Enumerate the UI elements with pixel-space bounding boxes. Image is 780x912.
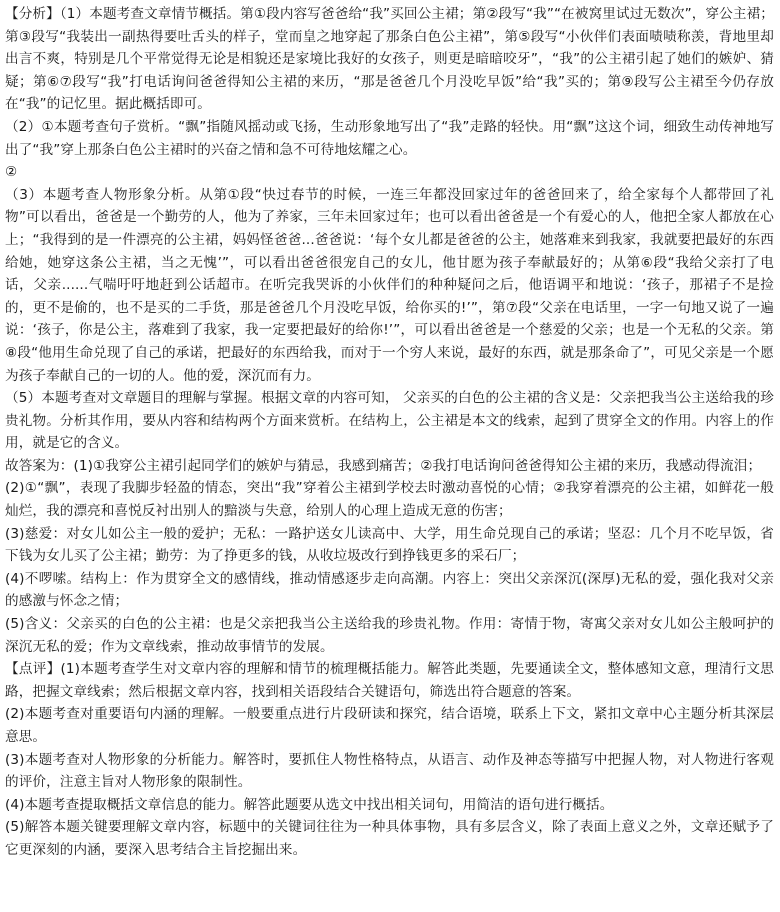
- comment-4: (4)本题考查提取概括文章信息的能力。解答此题要从选文中找出相关词句，用简洁的语句进行概括。: [5, 796, 614, 813]
- comment-2: (2)本题考查对重要语句内涵的理解。一般要重点进行片段研读和探究，结合语境，联系上下文，紧扣文章中心主题分析其深层意思。: [5, 706, 774, 745]
- analysis-paragraph-2: （2）①本题考查句子赏析。“飘”指随风摇动或飞扬，生动形象地写出了“我”走路的轻快。用“飘”这这个词，细致生动传神地写出了“我”穿上那条白色公主裙时的兴奋之情和急不可待地炫耀之心。: [5, 118, 774, 158]
- analysis-paragraph-5: （5）本题考查对文章题目的理解与掌握。根据文章的内容可知， 父亲买的白色的公主裙的含义是：父亲把我当公主送给我的珍贵礼物。分析其作用，要从内容和结构两个方面来赏析。在结构上，公主裙是本文的线索，起到了贯穿全文的作用。内容上的作用，就是它的含义。: [5, 390, 774, 452]
- answer-2: (2)①“飘”，表现了我脚步轻盈的情态，突出“我”穿着公主裙到学校去时激动喜悦的心情；②我穿着漂亮的公主裙，如鲜花一般灿烂，我的漂亮和喜悦反衬出别人的黯淡与失意，给别人的心理上造成无意的伤害；: [5, 480, 774, 520]
- analysis-paragraph-2b: ②: [5, 164, 18, 181]
- analysis-heading: 【分析】: [5, 6, 60, 22]
- comment-5: (5)解答本题关键要理解文章内容，标题中的关键词往往为一种具体事物，具有多层含义，除了表面上意义之外，文章还赋予了它更深刻的内涵，要深入思考结合主旨挖掘出来。: [5, 819, 774, 858]
- comment-3: (3)本题考查对人物形象的分析能力。解答时，要抓住人物性格特点，从语言、动作及神态等描写中把握人物，对人物进行客观的评价，注意主旨对人物形象的限制性。: [5, 751, 774, 791]
- answer-3: (3)慈爱：对女儿如公主一般的爱护；无私：一路护送女儿读高中、大学，用生命兑现自己的承诺；坚忍：几个月不吃早饭，省下钱为女儿买了公主裙；勤劳：为了挣更多的钱，从收垃圾改行到挣钱更多的采石厂；: [5, 525, 774, 565]
- analysis-text-1: （1）本题考查文章情节概括。第①段内容写爸爸给“我”买回公主裙；第②段写“我”“在被窝里试过无数次”，穿公主裙；第③段写“我装出一副热得要吐舌头的样子，堂而皇之地穿起了那条白色公主裙”，第⑤段写“小伙伴们表面啧啧称羡，背地里却出言不爽，特别是几个平常觉得无论是相貌还是家境比我好的女孩子，则更是暗暗咬牙”，“我”的公主裙引起了她们的嫉妒、猜疑；第⑥⑦段写“我”打电话询问爸爸得知公主裙的来历，“那是爸爸几个月没吃早饭”给“我”买的；第⑨段写公主裙至今仍存放在“我”的记忆里。据此概括即可。: [5, 6, 775, 113]
- answer-5: (5)含义：父亲买的白色的公主裙：也是父亲把我当公主送给我的珍贵礼物。作用：寄情于物，寄寓父亲对女儿如公主般呵护的深沉无私的爱；作为文章线索，推动故事情节的发展。: [5, 616, 774, 655]
- analysis-paragraph-3: （3）本题考查人物形象分析。从第①段“快过春节的时候，一连三年都没回家过年的爸爸回来了，给全家每个人都带回了礼物”可以看出，爸爸是一个勤劳的人，他为了养家，三年未回家过年；也可以看出爸爸是一个有爱心的人，他把全家人都放在心上；“我得到的是一件漂亮的公主裙，妈妈怪爸爸...爸爸说：‘每个女儿都是爸爸的公主，她落难来到我家，我就要把最好的东西给她，她穿这条公主裙，当之无愧’”，可以看出爸爸很宠自己的女儿，他甘愿为孩子奉献最好的；从第⑥段“我给父亲打了电话，父亲......气喘吁吁地赶到公话超市。在听完我哭诉的小伙伴们的种种疑问之后，他语调平和地说：‘孩子，那裙子不是捡的，更不是偷的，也不是买的二手货，那是爸爸几个月没吃早饭，给你买的!’”，第⑦段“父亲在电话里，一字一句地又说了一遍说：‘孩子，你是公主，落难到了我家，我一定要把最好的给你!’”，可以看出爸爸是一个慈爱的父亲；也是一个无私的父亲。第⑧段“他用生命兑现了自己的承诺，把最好的东西给我，而对于一个穷人来说，最好的东西，就是那条命了”，可见父亲是一个愿为孩子奉献自己的一切的人。他的爱，深沉而有力。: [5, 186, 774, 384]
- comment-1: 【点评】(1)本题考查学生对文章内容的理解和情节的梳理概括能力。解答此类题，先要通读全文，整体感知文意，理清行文思路，把握文章线索；然后根据文章内容，找到相关语段结合关键语句，筛选出符合题意的答案。: [5, 661, 774, 700]
- answer-1: 故答案为：(1)①我穿公主裙引起同学们的嫉妒与猜忌，我感到痛苦；②我打电话询问爸爸得知公主裙的来历，我感动得流泪；: [5, 457, 762, 474]
- analysis-paragraph-1: [5, 3, 774, 116]
- answer-4: (4)不啰嗦。结构上：作为贯穿全文的感情线，推动情感逐步走向高潮。内容上：突出父亲深沉(深厚)无私的爱，强化我对父亲的感激与怀念之情；: [5, 570, 774, 610]
